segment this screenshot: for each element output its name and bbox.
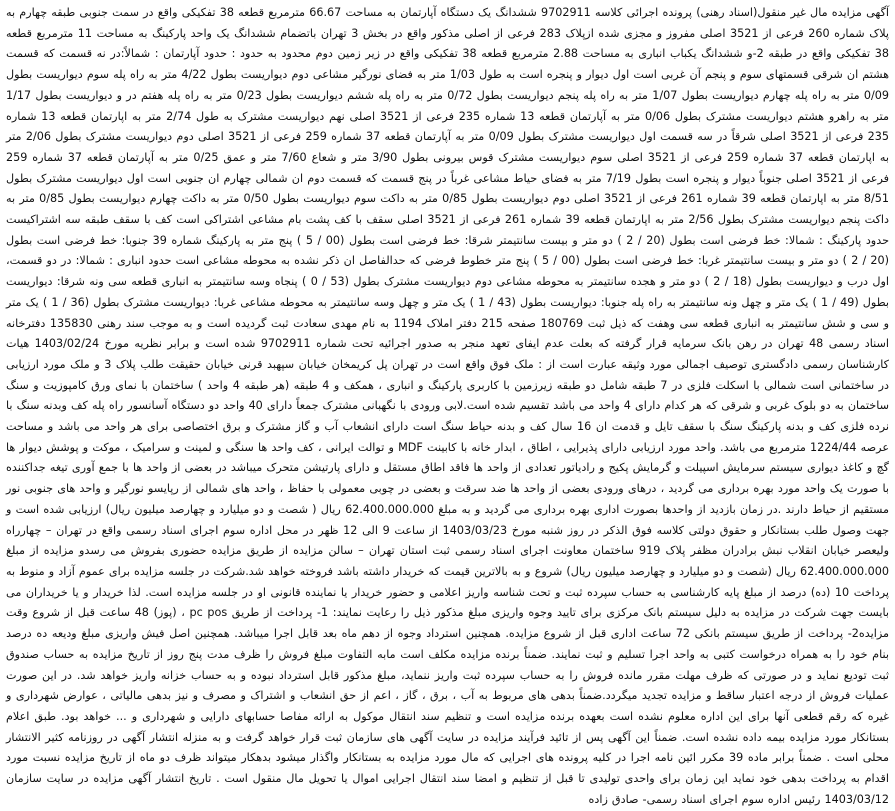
notice-body: آگهی مزایده مال غیر منقول(اسناد رهنی) پرونده اجرائی کلاسه 9702911 ششدانگ یک دستگاه آپارتمان به مساحت 66.67 مترمربع قطعه 38 تفکیکی واقع در سمت جنوبی طبقه چهارم به پلاک شماره 260 فرعی از 3521 اصلی مفروز و مجزی شده ازپلاک 283 فرعی از اصلی مذکور واقع در بخش 3 تهران باتضمام ششدانگ یک واحد پارکینگ به مساحت 11 مترمربع قطعه 38 تفکیکی واقع در طبقه 2-و ششدانگ یکباب انباری به مساحت 2.88 مترمربع قطعه 38 تفکیکی واقع در زیر زمین دوم محدود به حدود : حدود آپارتمان : شمالاً:در نه قسمت که قسمت هشتم ان شرقی قسمتهای سوم و پنجم آن غربی است اول دیوار و پنجره است به طول 1/03 متر به فضای نورگیر مشاعی دوم دیواریست بطول 4/22 متر به راه پله سوم دیواریست بطول 0/09 متر به راه پله چهارم دیواریست بطول 1/07 متر به راه پله پنجم دیواریست بطول 0/72 متر به راه پله ششم دیواریست بطول 0/23 متر به راه پله هفتم در و دیواریست بطول 1/17 متر به راهرو هشتم دیواریست مشترک بطول 0/06 متر به آپارتمان قطعه 13 شماره 235 فرعی از 3521 اصلی نهم دیواریست مشترک به طول 2/74 متر به اپارتمان قطعه 13 شماره 235 فرعی از 3521 اصلی شرقاً در سه قسمت اول دیواریست مشترک بطول 0/09 متر به آپارتمان قطعه 37 شماره 259 فرعی از 3521 اصلی دوم دیواریست مشترک بطول 2/06 متر به اپارتمان قطعه 37 شماره 259 فرعی از 3521 اصلی سوم دیواریست مشترک قوس بیرونی بطول 3/90 متر و شعاع 7/60 متر و عمق 0/25 متر به آپارتمان قطعه 37 شماره 259 فرعی از 3521 اصلی جنوباً دیوار و پنجره است بطول 7/19 متر به فضای حیاط مشاعی غرباً در پنج قسمت که قسمت دوم ان شمالی چهارم ان جنوبی است اول دیواریست مشترک بطول 8/51 متر به اپارتمان قطعه 39 شماره 261 فرعی از 3521 اصلی دوم دیواریست بطول 0/85 متر به داکت سوم دیواریست بطول 0/50 متر به داکت چهارم دیواریست بطول 0/85 متر به داکت پنجم دیواریست مشترک بطول 2/56 متر به اپارتمان قطعه 39 شماره 261 فرعی از 3521 اصلی سقف با کف پشت بام مشاعی اشتراکی است کف با سقف طبقه سه اشتراکیست حدود پارکینگ : شمالا: خط فرضی است بطول (20 / 2 ) دو متر و بیست سانتیمتر شرقا: خط فرضی است بطول (00 / 5 ) پنج متر به پارکینگ شماره 39 جنوبا: خط فرضی است بطول (20 / 2 ) دو متر و بیست سانتیمتر غربا: خط فرضی است بطول (00 / 5 ) پنج متر خطوط فرضی که حدالفاصل ان ذکر نشده به محوطه مشاعی است حدود انباری : شمالا: در دو قسمت، اول درب و دیواریست بطول (18 / 2 ) دو متر و هجده سانتیمتر به محوطه مشاعی دوم دیواریست مشترک بطول (53 / 0 ) پنجاه وسه سانتیمتر به انباری قطعه سی ونه شرقا: دیواریست بطول (49 / 1 ) یک متر و چهل ونه سانتیمتر به راه پله جنوبا: دیواریست بطول (43 / 1 ) یک متر و چهل وسه سانتیمتر به محوطه مشاعی غربا: دیواریست مشترک بطول (36 / 1 ) یک متر و سی و شش سانتیمتر به انباری قطعه سی وهفت که ذیل ثبت 180769 صفحه 215 دفتر املاک 1194 به نام مهدی سعادت ثبت گردیده است و به موجب سند رهنی 135830 دفترخانه اسناد رسمی 48 تهران در رهن بانک سرمایه قرار گرفته که بعلت عدم ایفای تعهد منجر به صدور اجرائیه تحت شماره 9702911 شده است و برابر نظریه مورخ 1403/02/24 هیات کارشناسان رسمی دادگستری توصیف اجمالی مورد وثیقه عبارت است از : ملک فوق واقع است در تهران پل کریمخان خیابان سپهبد قرنی خیابان حقیقت طلب پلاک 3 و ملک مورد ارزیابی در ساختمانی است شمالی با اسکلت فلزی در 7 طبقه شامل دو طبقه زیرزمین با کاربری پارکینگ و انباری ، همکف و 4 طبقه (هر طبقه 4 واحد ) ساختمان با نمای ورق کامپوزیت و سنگ ساختمان به دو بلوک غربی و شرقی که هر کدام دارای 4 واحد می باشد تقسیم شده است.لابی ورودی با نگهبانی مشترک جمعاً دارای 40 واحد دو دستگاه آسانسور راه پله کف وبدنه سنگ با نرده فلزی کف و بدنه پارکینگ سنگ با سقف تایل و قدمت ان 16 سال کف و بدنه حیاط سنگ است دارای انشعاب آب و گاز مشترک و برق اختصاصی برای هر واحد می باشد و مساحت عرصه 1224/44 مترمربع می باشد. واحد مورد ارزیابی دارای پذیرایی ، اطاق ، ابدار خانه با کابینت MDF و توالت ایرانی ، کف واحد ها سنگی و لمینت و سرامیک ، موکت و پوشش دیوار ها گچ و کاغذ دیواری سیستم سرمایش اسپیلت و گرمایش پکیج و رادیاتور تعدادی از واحد ها فاقد اطاق مستقل و دارای پارتیشن متحرک میباشد در بعضی از واحد ها با جمع آوری تیغه جداکننده با صورت یک واحد مورد بهره برداری می گردید ، درهای ورودی بعضی از واحد ها ضد سرقت و بعضی در چوبی معمولی با حفاظ ، واحد های شمالی از رپایسو نورگیر و واحد های جنوبی نور مستقیم از حیاط دارند .در زمان بازدید از واحدها بصورت اداری بهره برداری می گردید و به مبلغ 62.400.000.000 ریال ( شصت و دو میلیارد و چهارصد میلیون ریال) ارزیابی شده است و جهت وصول طلب بستانکار و حقوق دولتی کلاسه فوق الذکر در روز شنبه مورخ 1403/03/23 از ساعت 9 الی 12 ظهر در محل اداره سوم اجرای اسناد رسمی واقع در تهران – چهارراه ولیعصر خیابان انقلاب نبش برادران مظفر پلاک 919 ساختمان معاونت اجرای اسناد رسمی ثبت استان تهران – سالن مزایده از طریق مزایده حضوری بفروش می رسدو مزایده از مبلغ 62.400.000.000 ریال (شصت و دو میلیارد و چهارصد میلیون ریال) شروع و به بالاترین قیمت که خریدار داشته باشد فروخته خواهد شد.شرکت در جلسه مزایده برای عموم آزاد و منوط به پرداخت 10 (ده) درصد از مبلغ پایه کارشناسی به حساب سپرده ثبت و تحت شناسه واریز اعلامی و حضور خریدار یا نماینده قانونی او در جلسه مزایده است. لذا خریدار و یا خریداران می بایست جهت شرکت در مزایده به دلیل سیستم بانک مرکزی برای تایید وجوه واریزی مبلغ مذکور ذیل را رعایت نمایند: 1- پرداخت از طریق pc pos ، (پوز) 48 ساعت قبل از شروع وقت مزایده2- پرداخت از طریق سیستم بانکی 72 ساعت اداری قبل از شروع مزایده. همچنین استرداد وجوه از دهم ماه بعد قابل اجرا میباشد. همچنین اصل فیش واریزی مبلغ ودیعه ده درصد بنام خود را به همراه درخواست کتبی به واحد اجرا تسلیم و ثبت نمایند. ضمناً برنده مزایده مکلف است مابه التفاوت مبلغ فروش را ظرف مدت پنج روز از تاریخ مزایده به حساب صندوق ثبت تودیع نماید و در صورتی که ظرف مهلت مقرر مانده فروش را به حساب سپرده ثبت واریز ننماید، مبلغ مذکور قابل استرداد نبوده و به حساب خزانه واریز خواهد شد. در این صورت عملیات فروش از درجه اعتبار ساقط و مزایده تجدید میگردد.ضمناً بدهی های مربوط به آب ، برق ، گاز ، اعم از حق انشعاب و اشتراک و مصرف و نیز بدهی مالیاتی ، عوارض شهرداری و غیره که رقم قطعی آنها برای این اداره معلوم نشده است بعهده برنده مزایده است و تنظیم سند انتقال موکول به ارائه مفاصا حسابهای دارایی و شهرداری و ... خواهد بود. طبق اعلام بستانکار مورد مزایده بیمه داده نشده است. ضمناً این آگهی پس از تائید فرآیند مزایده در سایت آگهی های سازمان ثبت قرار خواهد گرفت و به منزله انتشار آگهی در روزنامه کثیر الانتشار محلی است . ضمناً برابر ماده 39 مکرر ائین نامه اجرا در کلیه پرونده های اجرایی که مال مورد مزایده به بستانکار واگذار میشود بدهکار میتواند ظرف دو ماه از تاریخ مزایده نسبت مورد اقدام به پرداخت بدهی خود نماید این زمان برای واحدی تولیدی تا قبل از تنظیم و امضا سند انتقال اجرایی اموال یا تحویل مال منقول است . تاریخ انتشار آگهی مزایده در سایت سازمان 1403/03/12 رئیس اداره سوم اجرای اسناد رسمی- صادق زاده	[6, 6, 890, 806]
